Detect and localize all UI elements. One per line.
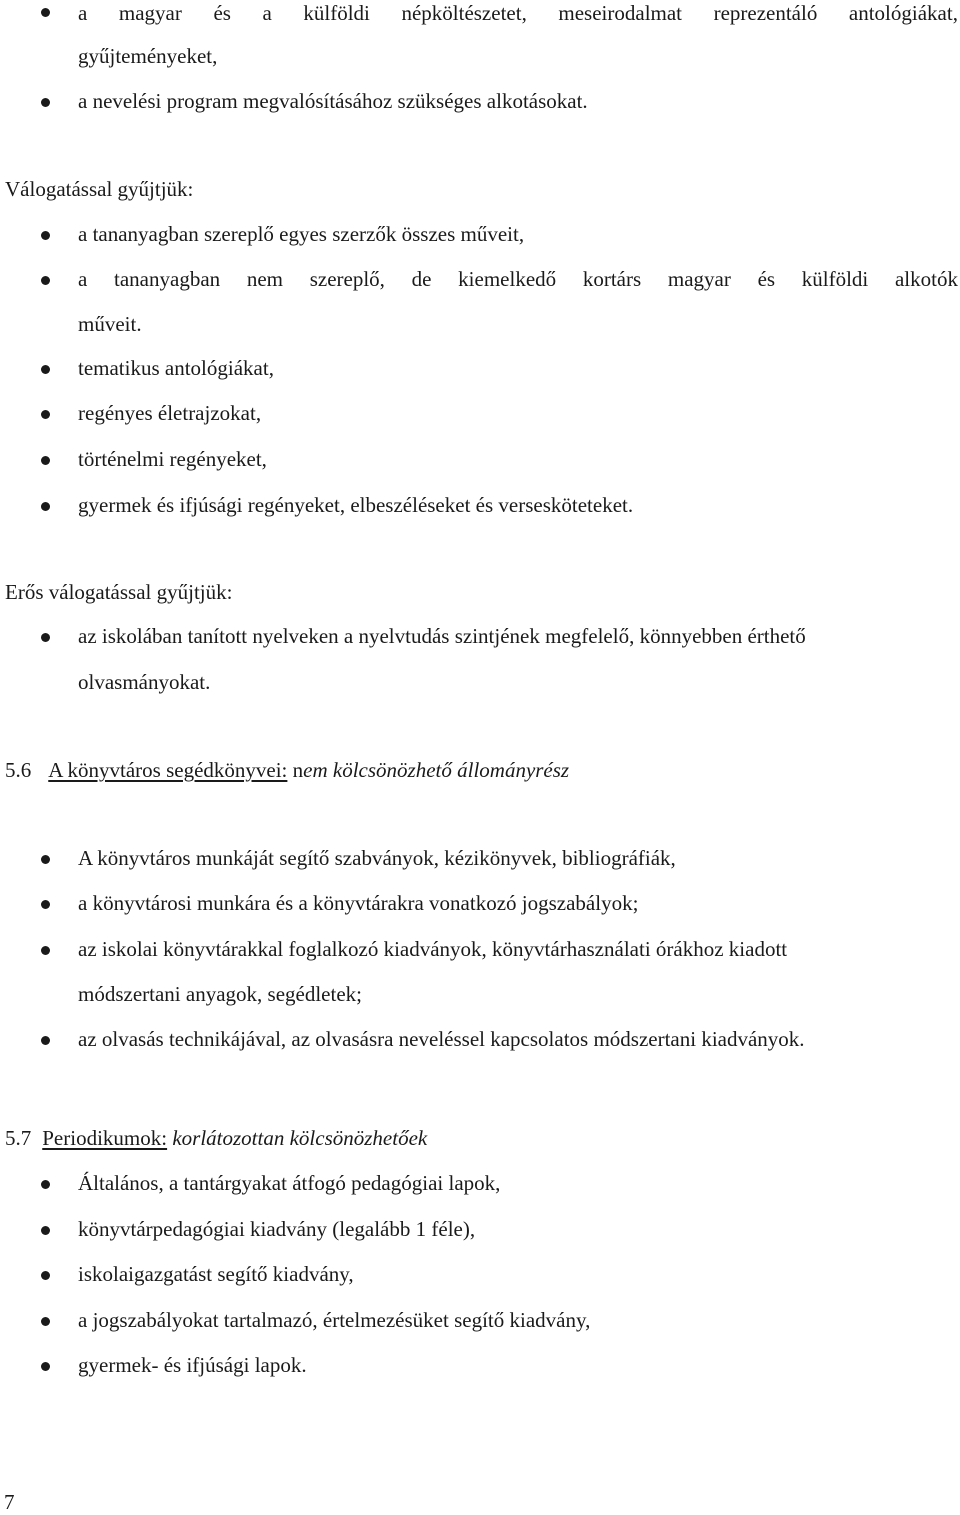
5-6-item-3-line-2: módszertani anyagok, segédletek; [78,982,362,1006]
bullet-icon [41,1317,50,1326]
section-5-6-heading [5,760,569,781]
valogatassal-item-2-line-1 [78,269,958,290]
word: kiemelkedő [458,267,557,291]
word: meseirodalmat [558,1,683,25]
5-7-item-3: iskolaigazgatást segítő kiadvány, [78,1262,354,1286]
5-7-item-2: könyvtárpedagógiai kiadvány (legalább 1 féle), [78,1217,476,1241]
section-title-italic: korlátozottan kölcsönözhetőek [172,1126,428,1150]
word: alkotók [894,267,958,291]
intro-item-2: a nevelési program megvalósításához szükséges alkotásokat. [78,89,588,113]
section-title-italic: em kölcsönözhető állományrész [303,758,570,782]
bullet-icon [41,410,50,419]
5-7-item-4: a jogszabályokat tartalmazó, értelmezésüket segítő kiadvány, [78,1308,591,1332]
word: reprezentáló [713,1,818,25]
bullet-icon [41,98,50,107]
valogatassal-item-2-line-2: műveit. [78,312,142,336]
word: de [411,267,432,291]
bullet-icon [41,946,50,955]
5-6-item-3-line-1: az iskolai könyvtárakkal foglalkozó kiadványok, könyvtárhasználati órákhoz kiadott [78,937,788,961]
eros-item-1-line-2: olvasmányokat. [78,670,211,694]
bullet-icon [41,231,50,240]
word: magyar [667,267,731,291]
bullet-icon [41,1180,50,1189]
section-title-underlined: Periodikumok: [42,1126,168,1150]
5-6-item-2: a könyvtárosi munkára és a könyvtárakra vonatkozó jogszabályok; [78,891,639,915]
word: nem [246,267,284,291]
valogatassal-item-6: gyermek és ifjúsági regényeket, elbeszéléseket és versesköteteket. [78,493,634,517]
intro-item-1-line-1 [78,3,958,24]
bullet-icon [41,456,50,465]
bullet-icon [41,276,50,285]
section-5-7-heading [5,1128,427,1149]
word: kortárs [582,267,642,291]
word: külföldi [303,1,370,25]
word: és [757,267,776,291]
word: tananyagban [114,267,221,291]
intro-item-1-line-2: gyűjteményeket, [78,44,218,68]
bullet-icon [41,1036,50,1045]
section-title-underlined: A könyvtáros segédkönyvei: [48,758,288,782]
section-number: 5.6 [5,758,32,782]
word: a [262,1,272,25]
page-number: 7 [4,1490,15,1514]
valogatassal-item-4: regényes életrajzokat, [78,401,262,425]
5-7-item-1: Általános, a tantárgyakat átfogó pedagógiai lapok, [78,1171,501,1195]
bullet-icon [41,1362,50,1371]
word: népköltészetet, [401,1,527,25]
bullet-icon [41,365,50,374]
valogatassal-item-1: a tananyagban szereplő egyes szerzők összes műveit, [78,222,525,246]
word: magyar [118,1,182,25]
bullet-icon [41,502,50,511]
bullet-icon [41,633,50,642]
5-6-item-1: A könyvtáros munkáját segítő szabványok, kézikönyvek, bibliográfiák, [78,846,676,870]
5-7-item-5: gyermek- és ifjúsági lapok. [78,1353,307,1377]
section-heading-eros: Erős válogatással gyűjtjük: [5,580,233,604]
section-number: 5.7 [5,1126,32,1150]
eros-item-1-line-1: az iskolában tanított nyelveken a nyelvtudás szintjének megfelelő, könnyebben érthető [78,624,806,648]
valogatassal-item-5: történelmi regényeket, [78,447,267,471]
bullet-icon [41,900,50,909]
word: a [78,267,88,291]
word: antológiákat, [848,1,958,25]
bullet-icon [41,1226,50,1235]
section-heading-valogatassal: Válogatással gyűjtjük: [5,177,194,201]
word: külföldi [801,267,869,291]
bullet-icon [41,1271,50,1280]
word: szereplő, [309,267,385,291]
word: a [78,1,88,25]
valogatassal-item-3: tematikus antológiákat, [78,356,274,380]
5-6-item-4: az olvasás technikájával, az olvasásra neveléssel kapcsolatos módszertani kiadványok. [78,1027,805,1051]
word: és [213,1,231,25]
bullet-icon [41,8,50,17]
section-title-rest: n [287,758,304,782]
bullet-icon [41,855,50,864]
